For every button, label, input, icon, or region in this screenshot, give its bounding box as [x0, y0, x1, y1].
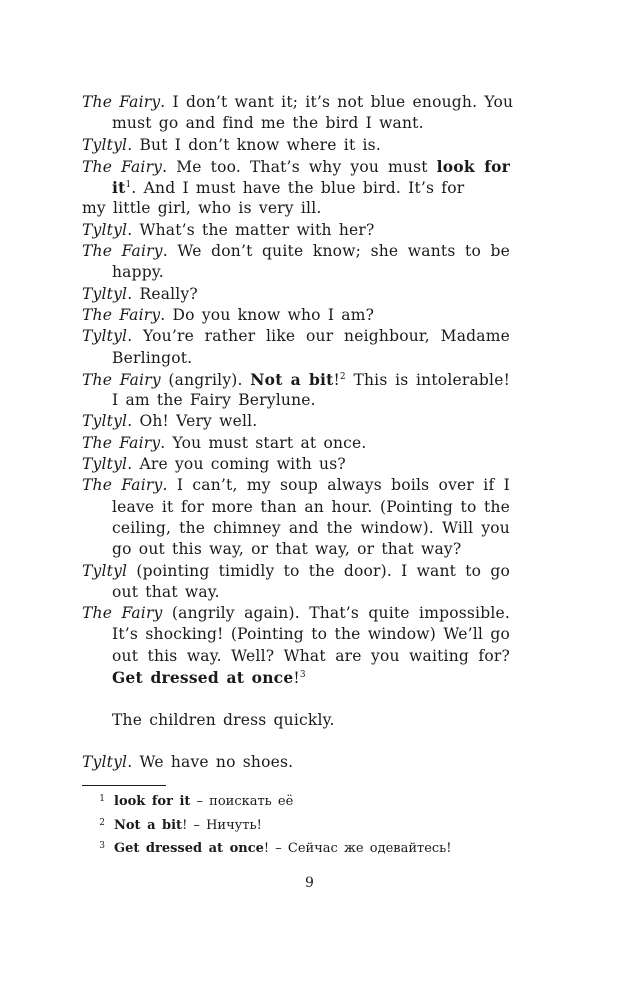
- page-number: 9: [305, 875, 314, 891]
- glossed-phrase: look for: [436, 156, 510, 176]
- line-text: I am the Fairy Berylune.: [112, 391, 316, 410]
- line-text: must go and find me the bird I want.: [112, 114, 424, 133]
- footnote-ref[interactable]: 1: [125, 180, 132, 191]
- text-line: [82, 475, 510, 496]
- text-line: [82, 752, 510, 773]
- line-text: go out this way, or that way, or that way?: [112, 540, 462, 559]
- footnote-translation: – поискать её: [190, 794, 294, 809]
- line-text: my little girl, who is very ill.: [82, 199, 322, 218]
- text-line: [82, 497, 510, 518]
- dialogue-text: [82, 92, 514, 774]
- footnote-number: 1: [99, 794, 105, 804]
- footnote-divider: [82, 785, 166, 786]
- line-text: Berlingot.: [112, 348, 193, 367]
- footnote-term: Not a bit: [114, 817, 183, 833]
- line-text: . I don’t want it; it’s not blue enough. You: [160, 93, 514, 111]
- footnote-term: look for it: [114, 794, 191, 809]
- text-line: [82, 518, 510, 539]
- footnote-number: 3: [99, 841, 105, 851]
- text-line: [82, 561, 510, 582]
- text-line: [82, 411, 510, 432]
- speaker-name: The Fairy: [82, 157, 163, 176]
- speaker-name: Tyltyl: [82, 455, 128, 474]
- speaker-name: The Fairy: [82, 476, 163, 495]
- text-line: [82, 198, 510, 219]
- text-line: [82, 177, 510, 198]
- glossed-phrase: it: [112, 178, 126, 198]
- text-line: [82, 113, 510, 134]
- text-line: [82, 326, 510, 347]
- line-text: !: [293, 669, 300, 688]
- speaker-name: The Fairy: [82, 242, 163, 261]
- footnote-number: 2: [99, 817, 105, 828]
- text-line: [82, 262, 510, 283]
- line-text: . We don’t quite know; she wants to be: [162, 242, 511, 261]
- line-text: . Oh! Very well.: [127, 412, 258, 431]
- blank-line: [82, 688, 510, 709]
- line-text: . You must start at once.: [160, 433, 367, 452]
- text-line: [82, 284, 510, 305]
- line-text: !: [333, 370, 340, 389]
- line-text: out that way.: [112, 582, 220, 601]
- line-text: happy.: [112, 263, 164, 282]
- footnotes: [82, 788, 522, 859]
- footnote-ref[interactable]: 2: [339, 371, 346, 382]
- footnote-translation: ! – Ничуть!: [182, 817, 262, 833]
- text-line: [82, 603, 510, 624]
- glossed-phrase: Get dressed at once: [112, 668, 294, 688]
- line-text: out this way. Well? What are you waiting for?: [112, 646, 510, 665]
- text-line: [82, 667, 510, 688]
- line-text: This is intolerable!: [345, 370, 510, 389]
- text-line: [82, 433, 510, 454]
- footnote: [82, 835, 522, 859]
- text-line: [82, 582, 510, 603]
- text-line: [82, 241, 510, 262]
- speaker-name: The Fairy: [82, 604, 163, 623]
- speaker-name: The Fairy: [82, 305, 161, 324]
- line-text: It’s shocking! (Pointing to the window) We’ll go: [112, 625, 510, 644]
- footnote-ref[interactable]: 3: [299, 669, 306, 680]
- line-text: leave it for more than an hour. (Pointing to the: [112, 497, 510, 516]
- text-line: [82, 646, 510, 667]
- text-line: [82, 135, 510, 156]
- text-line: [82, 348, 510, 369]
- speaker-name: Tyltyl: [82, 220, 128, 239]
- line-text: . But I don’t know where it is.: [127, 135, 381, 154]
- speaker-name: Tyltyl: [82, 284, 128, 303]
- stage-direction: [82, 710, 510, 731]
- footnote-translation: ! – Сейчас же одевайтесь!: [263, 841, 452, 856]
- line-text: . You’re rather like our neighbour, Madame: [127, 327, 510, 346]
- line-text: . I can’t, my soup always boils over if I: [162, 476, 510, 495]
- glossed-phrase: Not a bit: [250, 369, 334, 389]
- line-text: . And I must have the blue bird. It’s for: [131, 179, 465, 198]
- text-line: [82, 390, 510, 411]
- text-line: [82, 369, 510, 390]
- speaker-name: Tyltyl: [82, 135, 128, 154]
- speaker-name: Tyltyl: [82, 561, 128, 580]
- text-line: [82, 454, 510, 475]
- line-text: . Are you coming with us?: [127, 455, 346, 474]
- blank-line: [82, 731, 510, 752]
- text-line: [82, 92, 514, 113]
- line-text: . Do you know who I am?: [160, 305, 375, 324]
- line-text: . Me too. That’s why you must: [162, 157, 437, 176]
- footnote-term: Get dressed at once: [114, 841, 264, 856]
- speaker-name: The Fairy: [82, 370, 161, 389]
- speaker-name: The Fairy: [82, 93, 161, 111]
- line-text: The children dress quickly.: [112, 710, 335, 729]
- text-line: [82, 220, 510, 241]
- line-text: . We have no shoes.: [127, 753, 294, 772]
- line-text: (angrily again). That’s quite impossible.: [162, 604, 510, 623]
- speaker-name: Tyltyl: [82, 753, 128, 772]
- speaker-name: Tyltyl: [82, 327, 128, 346]
- text-line: [82, 305, 510, 326]
- text-line: [82, 539, 510, 560]
- text-line: [82, 156, 510, 177]
- speaker-name: Tyltyl: [82, 412, 128, 431]
- line-text: . What’s the matter with her?: [127, 220, 375, 239]
- line-text: (angrily).: [160, 370, 251, 389]
- footnote: [82, 812, 522, 836]
- speaker-name: The Fairy: [82, 433, 161, 452]
- line-text: ceiling, the chimney and the window). Will you: [112, 518, 510, 537]
- line-text: . Really?: [127, 284, 198, 303]
- footnote: [82, 788, 522, 812]
- line-text: (pointing timidly to the door). I want to go: [127, 561, 510, 580]
- text-line: [82, 624, 510, 645]
